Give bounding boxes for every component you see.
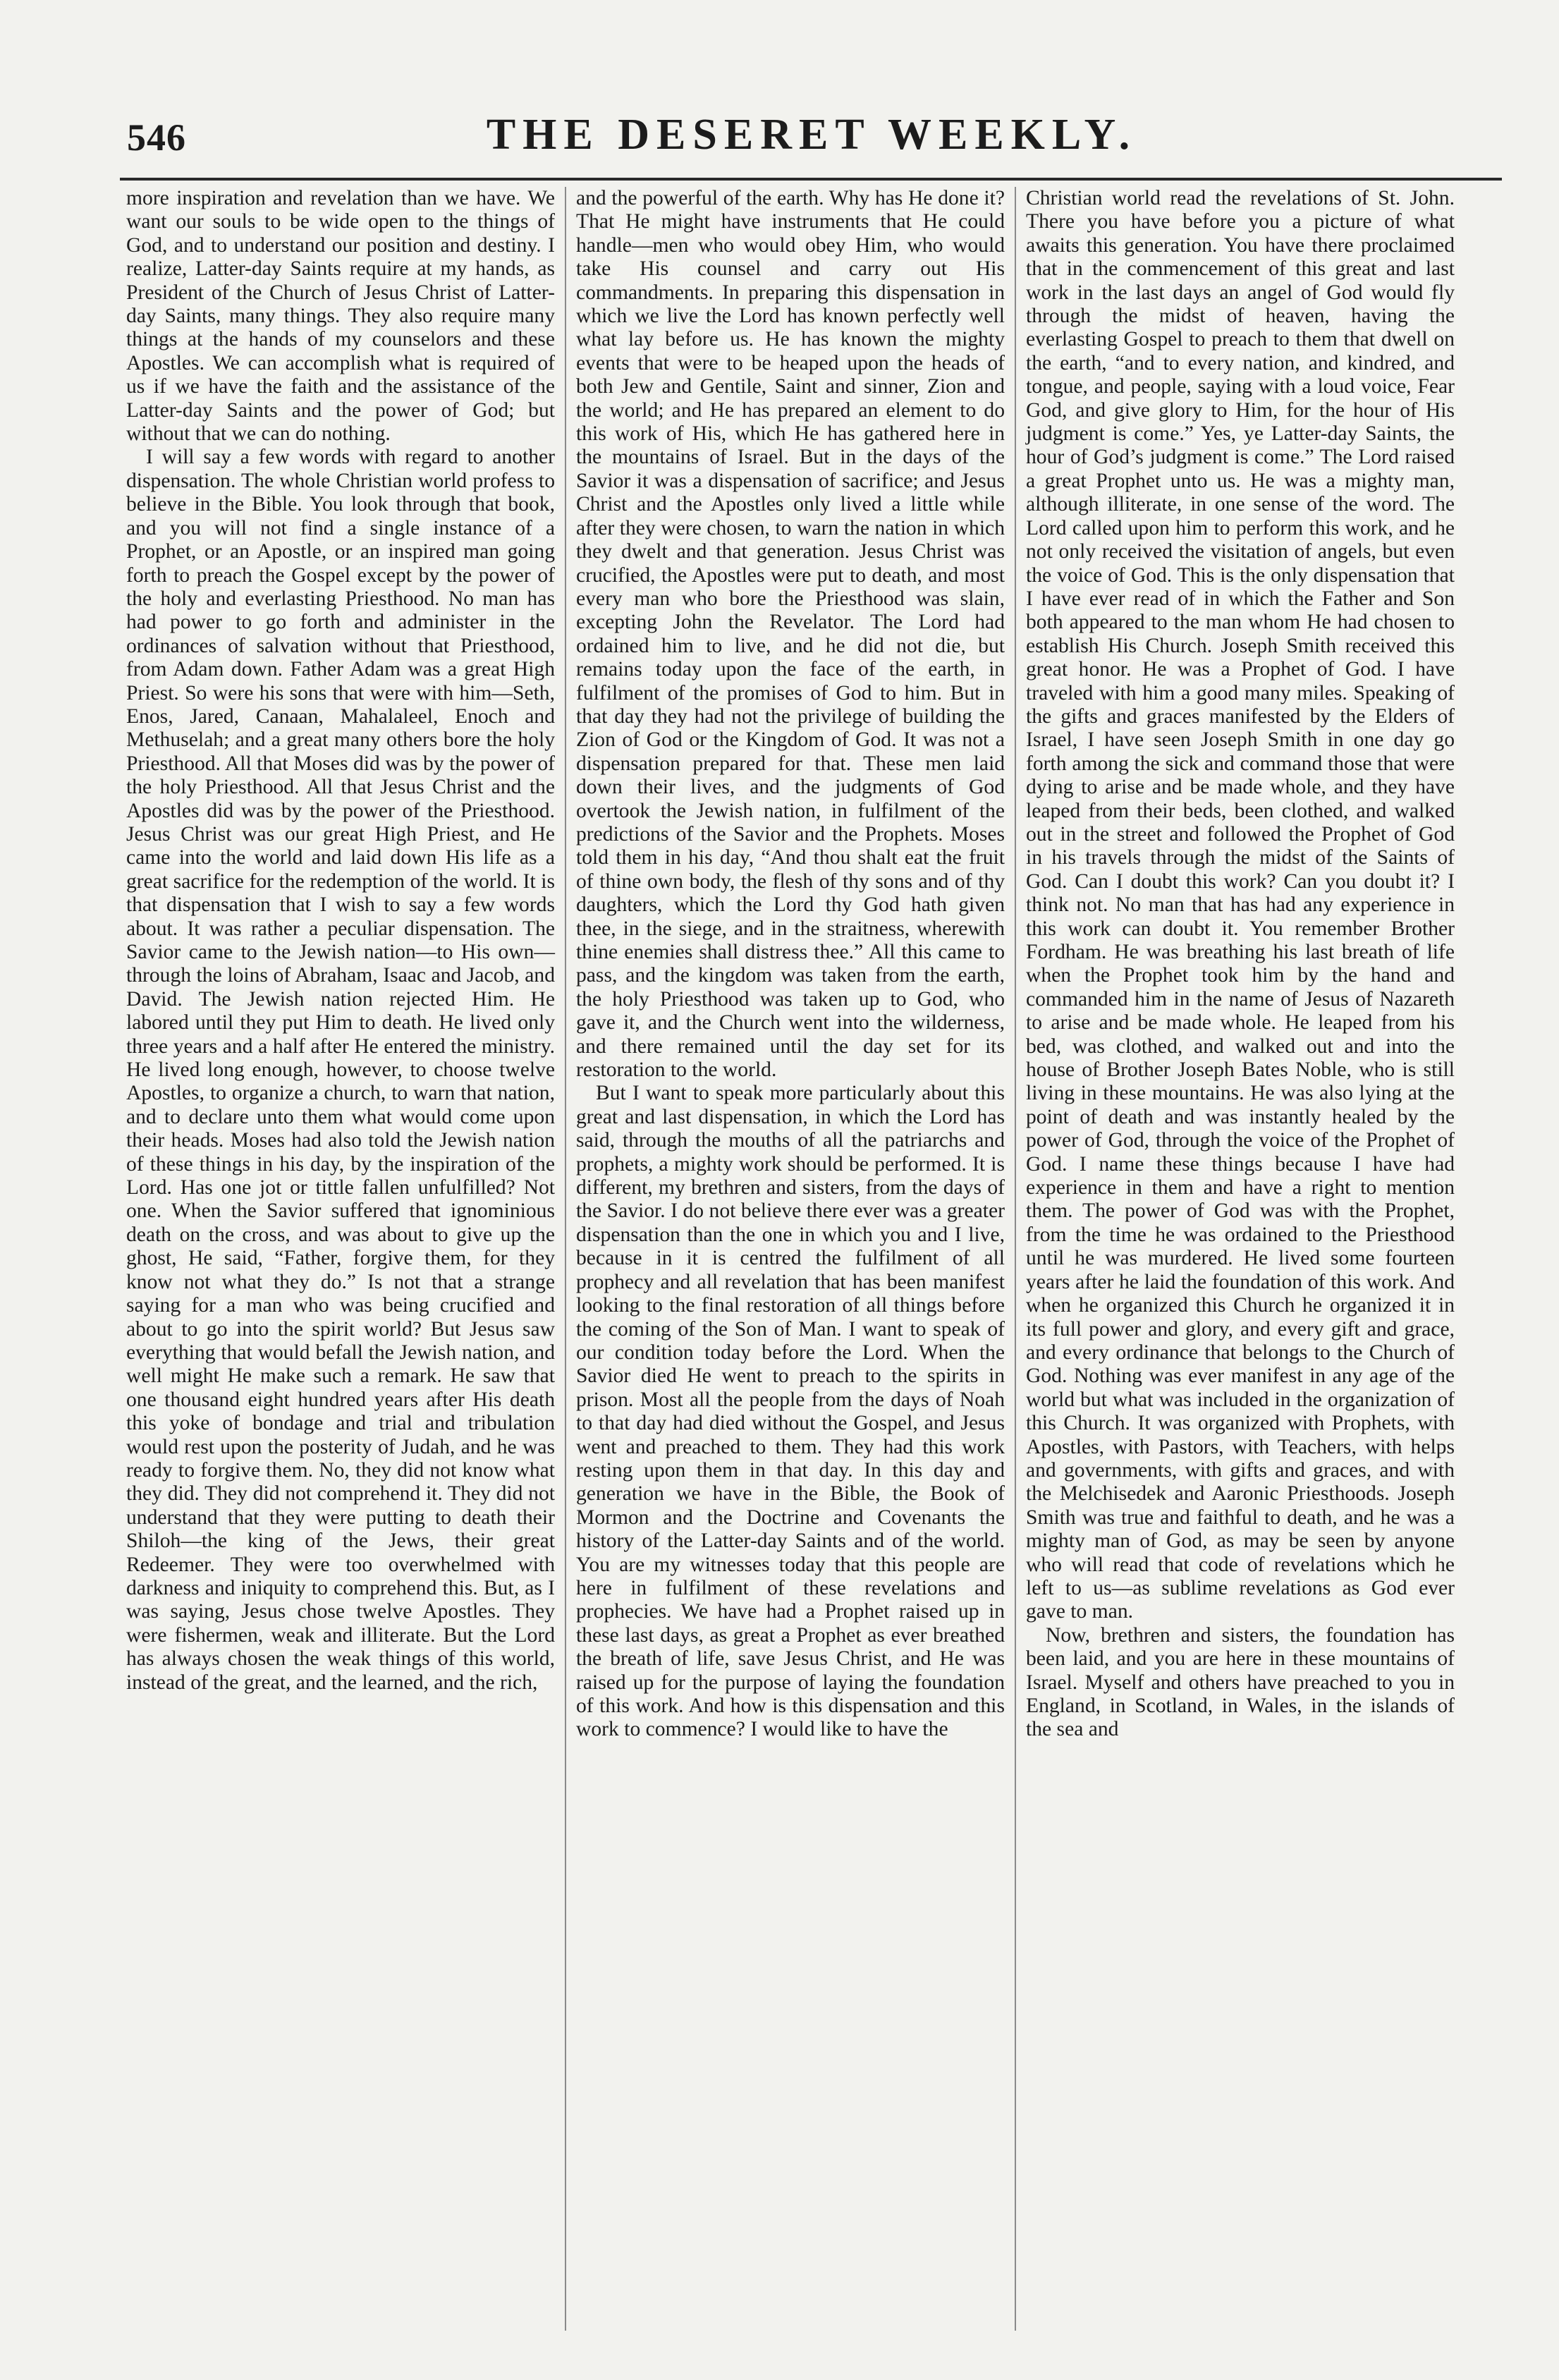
- paragraph: Christian world read the revelations of St. John. There you have before you a picture of what awaits this generation. You have there proclaimed that in the commencement of this great and last work in the last days an angel of God would fly through the midst of heaven, having the everlasting Gospel to preach to them that dwell on the earth, “and to every nation, and kindred, and tongue, and people, saying with a loud voice, Fear God, and give glory to Him, for the hour of His judgment is come.” Yes, ye Latter-day Saints, the hour of God’s judgment is come.” The Lord raised a great Prophet unto us. He was a mighty man, although illiterate, in one sense of the word. The Lord called upon him to perform this work, and he not only received the visitation of angels, but even the voice of God. This is the only dispensation that I have ever read of in which the Father and Son both appeared to the man whom He had chosen to establish His Church. Joseph Smith received this great honor. He was a Prophet of God. I have traveled with him a good many miles. Speaking of the gifts and graces manifested by the Elders of Israel, I have seen Joseph Smith in one day go forth among the sick and command those that were dying to arise and be made whole, and they have leaped from their beds, been clothed, and walked out in the street and followed the Prophet of God in his travels through the midst of the Saints of God. Can I doubt this work? Can you doubt it? I think not. No man that has had any experience in this work can doubt it. You remember Brother Fordham. He was breathing his last breath of life when the Prophet took him by the hand and commanded him in the name of Jesus of Nazareth to arise and be made whole. He leaped from his bed, was clothed, and walked out and into the house of Brother Joseph Bates Noble, who is still living in these mountains. He was also lying at the point of death and was instantly healed by the power of God, through the voice of the Prophet of God. I name these things because I have had experience in them and have a right to mention them. The power of God was with the Prophet, from the time he was ordained to the Priesthood until he was murdered. He lived some fourteen years after he laid the foundation of this work. And when he organized this Church he organized it in its full power and glory, and every gift and grace, and every ordinance that belongs to the Church of God. Nothing was ever manifest in any age of the world but what was included in the organization of this Church. It was organized with Prophets, with Apostles, with Pastors, with Teachers, with helps and governments, with gifts and graces, and with the Melchisedek and Aaronic Priesthoods. Joseph Smith was true and faithful to death, and he was a mighty man of God, as may be seen by anyone who will read that code of revelations which he left to us—as sublime revelations as God ever gave to man.: [1026, 187, 1455, 1623]
- column-1: [116, 187, 565, 2331]
- paragraph: more inspiration and revelation than we have. We want our souls to be wide open to the things of God, and to understand our position and destiny. I realize, Latter-day Saints require at my hands, as President of the Church of Jesus Christ of Latter-day Saints, many things. They also require many things at the hands of my counselors and these Apostles. We can accomplish what is required of us if we have the faith and the assistance of the Latter-day Saints and the power of God; but without that we can do nothing.: [126, 187, 555, 446]
- column-2: [566, 187, 1015, 2331]
- page-number: 546: [127, 116, 186, 159]
- paragraph: Now, brethren and sisters, the foundation has been laid, and you are here in these mountains of Israel. Myself and others have preached to you in England, in Scotland, in Wales, in the islands of the sea and: [1026, 1623, 1455, 1741]
- header-rule: [120, 178, 1502, 181]
- paragraph: I will say a few words with regard to another dispensation. The whole Christian world profess to believe in the Bible. You look through that book, and you will not find a single instance of a Prophet, or an Apostle, or an inspired man going forth to preach the Gospel except by the power of the holy and everlasting Priesthood. No man has had power to go forth and administer in the ordinances of salvation without that Priesthood, from Adam down. Father Adam was a great High Priest. So were his sons that were with him—Seth, Enos, Jared, Canaan, Mahalaleel, Enoch and Methuselah; and a great many others bore the holy Priesthood. All that Moses did was by the power of the holy Priesthood. All that Jesus Christ and the Apostles did was by the power of the Priesthood. Jesus Christ was our great High Priest, and He came into the world and laid down His life as a great sacrifice for the redemption of the world. It is that dispensation that I wish to say a few words about. It was rather a peculiar dispensation. The Savior came to the Jewish nation—to His own—through the loins of Abraham, Isaac and Jacob, and David. The Jewish nation rejected Him. He labored until they put Him to death. He lived only three years and a half after He entered the ministry. He lived long enough, however, to choose twelve Apostles, to organize a church, to warn that nation, and to declare unto them what would come upon their heads. Moses had also told the Jewish nation of these things in his day, by the inspiration of the Lord. Has one jot or tittle fallen unfulfilled? Not one. When the Savior suffered that ignominious death on the cross, and was about to give up the ghost, He said, “Father, forgive them, for they know not what they do.” Is not that a strange saying for a man who was being crucified and about to go into the spirit world? But Jesus saw everything that would befall the Jewish nation, and well might He make such a remark. He saw that one thousand eight hundred years after His death this yoke of bondage and trial and tribulation would rest upon the posterity of Judah, and he was ready to forgive them. No, they did not know what they did. They did not comprehend it. They did not understand that they were putting to death their Shiloh—the king of the Jews, their great Redeemer. They were too overwhelmed with darkness and iniquity to comprehend this. But, as I was saying, Jesus chose twelve Apostles. They were fishermen, weak and illiterate. But the Lord has always chosen the weak things of this world, instead of the great, and the learned, and the rich,: [126, 446, 555, 1694]
- column-3: [1016, 187, 1465, 2331]
- paragraph: and the powerful of the earth. Why has He done it? That He might have instruments that He could handle—men who would obey Him, who would take His counsel and carry out His commandments. In preparing this dispensation in which we live the Lord has known perfectly well what lay before us. He has known the mighty events that were to be heaped upon the heads of both Jew and Gentile, Saint and sinner, Zion and the world; and He has prepared an element to do this work of His, which He has gathered here in the mountains of Israel. But in the days of the Savior it was a dispensation of sacrifice; and Jesus Christ and the Apostles only lived a little while after they were chosen, to warn the nation in which they dwelt and that generation. Jesus Christ was crucified, the Apostles were put to death, and most every man who bore the Priesthood was slain, excepting John the Revelator. The Lord had ordained him to live, and he did not die, but remains today upon the face of the earth, in fulfilment of the promises of God to him. But in that day they had not the privilege of building the Zion of God or the Kingdom of God. It was not a dispensation prepared for that. These men laid down their lives, and the judgments of God overtook the Jewish nation, in fulfilment of the predictions of the Savior and the Prophets. Moses told them in his day, “And thou shalt eat the fruit of thine own body, the flesh of thy sons and of thy daughters, which the Lord thy God hath given thee, in the siege, and in the straitness, wherewith thine enemies shall distress thee.” All this came to pass, and the kingdom was taken from the earth, the holy Priesthood was taken up to God, who gave it, and the Church went into the wilderness, and there remained until the day set for its restoration to the world.: [576, 187, 1005, 1082]
- paragraph: But I want to speak more particularly about this great and last dispensation, in which the Lord has said, through the mouths of all the patriarchs and prophets, a mighty work should be performed. It is different, my brethren and sisters, from the days of the Savior. I do not believe there ever was a greater dispensation than the one in which you and I live, because in it is centred the fulfilment of all prophecy and all revelation that has been manifest looking to the final restoration of all things before the coming of the Son of Man. I want to speak of our condition today before the Lord. When the Savior died He went to preach to the spirits in prison. Most all the people from the days of Noah to that day had died without the Gospel, and Jesus went and preached to them. They had this work resting upon them in that day. In this day and generation we have in the Bible, the Book of Mormon and the Doctrine and Covenants the history of the Latter-day Saints and of the world. You are my witnesses today that this people are here in fulfilment of these revelations and prophecies. We have had a Prophet raised up in these last days, as great a Prophet as ever breathed the breath of life, save Jesus Christ, and He was raised up for the purpose of laying the foundation of this work. And how is this dispensation and this work to commence? I would like to have the: [576, 1082, 1005, 1741]
- article-columns: [116, 187, 1502, 2338]
- masthead-title: THE DESERET WEEKLY.: [486, 111, 1137, 159]
- page-header: [124, 106, 1499, 173]
